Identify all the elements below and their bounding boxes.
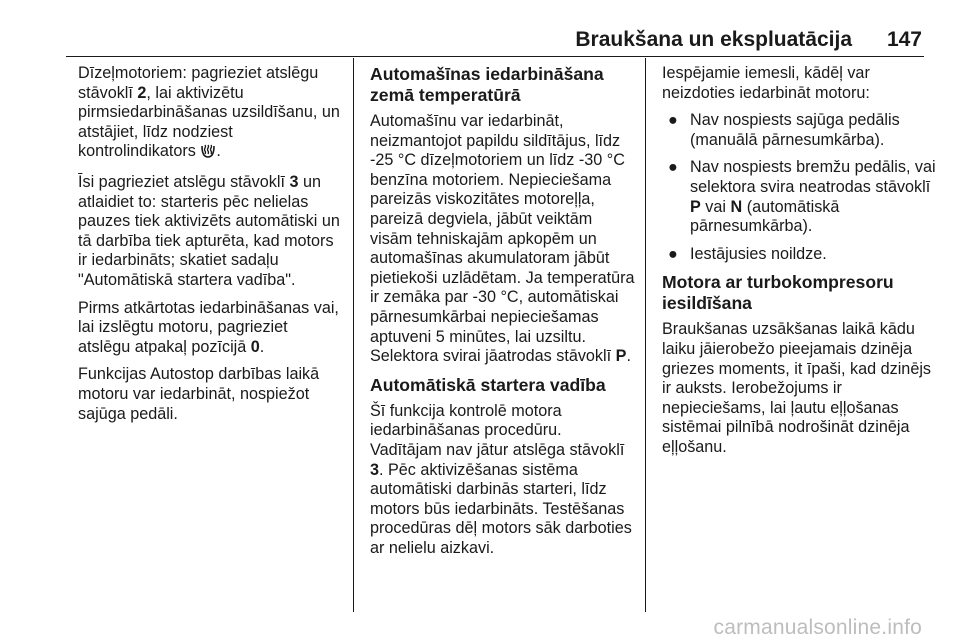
column-divider-2 [645, 58, 646, 612]
column-2 [370, 64, 636, 566]
paragraph-glow-plug: Dīzeļmotoriem: pagrieziet atslēgu stāvoklī 2, lai aktivizētu pirmsiedarbināšanas uzsildīšanu, un atstājiet, līdz nodziest kontrolindikators . [78, 64, 344, 165]
list-item: ● Nav nospiests sajūga pedālis (manuālā pārnesumkārba). [668, 111, 900, 149]
heading-starter-control: Automātiskā startera vadība [370, 374, 606, 395]
page-number: 147 [886, 28, 922, 51]
list-item: ● Nav nospiests bremžu pedālis, vai selektora svira neatrodas stāvoklī P vai N (automātiskā pārnesumkārba). [668, 158, 936, 236]
column-divider-1 [353, 58, 354, 612]
list-item: ● Iestājusies noildze. [668, 244, 827, 263]
glow-plug-icon [200, 143, 216, 165]
paragraph-starter-control: Šī funkcija kontrolē motora iedarbināšanas procedūru. Vadītājam nav jātur atslēga stāvoklī 3. Pēc aktivizēšanas sistēma automātiski darbinās starteri, līdz motors būs iedarbināts. Testēšanas procedūras dēļ motors sāk darboties ar nelielu aizkavi. [370, 401, 632, 557]
paragraph-starter: Īsi pagrieziet atslēgu stāvoklī 3 un atlaidiet to: starteris pēc nelielas pauzes tiek aktivizēts automātiski un tā darbība tiek apturēta, kad motors ir iedarbināts; skatiet sadaļu "Automātiskā startera vadība". [78, 172, 340, 289]
paragraph-autostop: Funkcijas Autostop darbības laikā motoru var iedarbināt, nospiežot sajūga pedāli. [78, 365, 320, 423]
bullet-icon: ● [668, 244, 678, 263]
bullet-icon: ● [668, 111, 678, 130]
paragraph-restart: Pirms atkārtotas iedarbināšanas vai, lai izslēgtu motoru, pagrieziet atslēgu atpakaļ pozīcijā 0. [78, 298, 339, 356]
watermark: carmanualsonline.info [713, 616, 922, 639]
paragraph-turbo-warmup: Braukšanas uzsākšanas laikā kādu laiku jāierobežo pieejamais dzinēja griezes moments, it īpaši, kad dzinējs ir auksts. Ierobežojums ir nepieciešams, lai ļautu eļļošanas sistēmai pilnībā nodrošināt dzinēja eļļošanu. [662, 320, 932, 456]
paragraph-reasons-intro: Iespējamie iemesli, kādēļ var neizdoties iedarbināt motoru: [662, 64, 870, 102]
column-1 [78, 64, 344, 432]
chapter-title: Braukšana un ekspluatācija [575, 28, 852, 51]
bullet-icon: ● [668, 158, 678, 177]
paragraph-cold-start: Automašīnu var iedarbināt, neizmantojot papildu sildītājus, līdz -25 °C dīzeļmotoriem un līdz -30 °C benzīna motoriem. Nepieciešama pareizās viskozitātes motoreļļa, pareizā degviela, jābūt veiktām visām tehniskajām apkopēm un automašīnas akumulatoram jābūt pietiekoši uzlādētam. Ja temperatūra ir zemāka par -30 °C, automātiskai pārnesumkārbai nepieciešamas aptuveni 5 minūtes, lai uzsiltu. Selektora svirai jāatrodas stāvoklī P. [370, 112, 635, 366]
reasons-list [662, 111, 938, 264]
page-header [66, 26, 924, 57]
heading-cold-start: Automašīnas iedarbināšana zemā temperatūrā [370, 64, 604, 105]
heading-turbo-warmup: Motora ar turbokompresoru iesildīšana [662, 272, 894, 314]
column-3 [662, 64, 938, 466]
